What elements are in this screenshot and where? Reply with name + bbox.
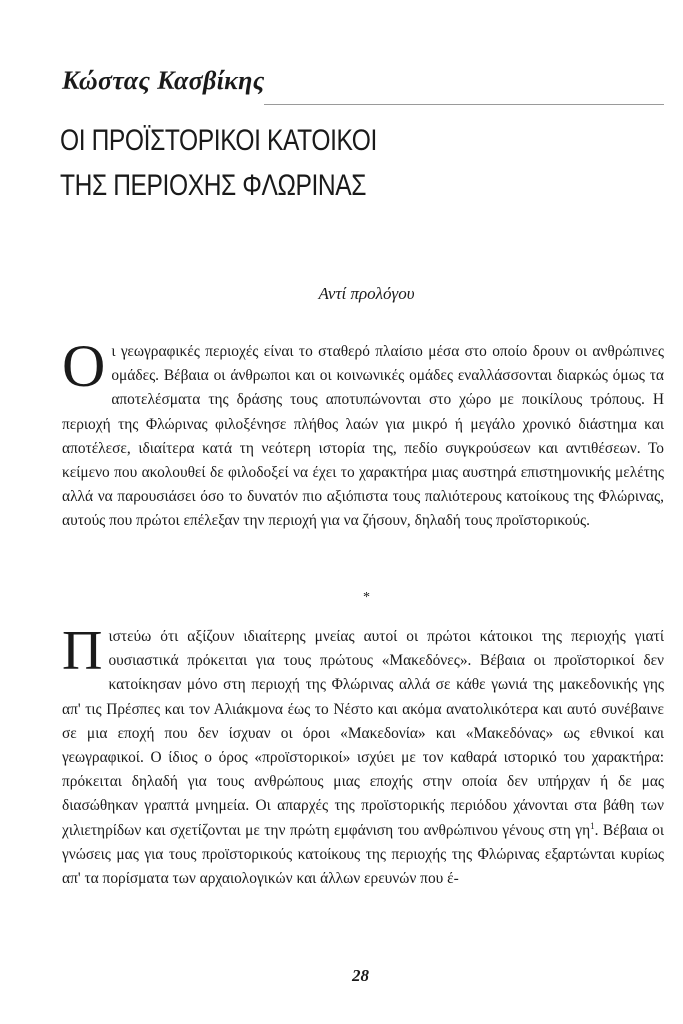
paragraph-1-text: ι γεωγραφικές περιοχές είναι το σταθερό πλαίσιο μέσα στο οποίο δρουν οι ανθρώπινες ομάδες. Βέβαια οι άνθρωποι και οι κοινωνικές ομάδες εναλλάσσονται διαρκώς όμως τα αποτελέσματα της δράσης τους αποτυπώνονται στο χώρο με ποικίλους τρόπους. Η περιοχή της Φλώρινας φιλοξένησε πλήθος λαών για μικρό ή μεγάλο χρονικό διάστημα και αποτέλεσε, ιδιαίτερα κατά τη νεότερη ιστορία της, πεδίο συγκρούσεων και αντιθέσεων. Το κείμενο που ακολουθεί δε φιλοδοξεί να έχει το χαρακτήρα μιας αυστηρά επιστημονικής μελέτης αλλά να παρουσιάσει όσο το δυνατόν πιο αξιόπιστα τους παλιότερους κατοίκους της Φλώρινας, αυτούς που πρώτοι επέλεξαν την περιοχή για να ζήσουν, δηλαδή τους προϊστορικούς. [62,343,664,530]
paragraph-2 [62,620,664,891]
footnote-reference[interactable]: 1 [590,820,595,831]
paragraph-2-text-continued: . Βέβαια οι γνώσεις μας για τους προϊστορικούς κατοίκους της περιοχής της Φλώρινας εξαρτώνται κυρίως απ' τα πορίσματα των αρχαιολογικών και άλλων ερευνών που έ- [62,821,664,888]
paragraph-2-text: ιστεύω ότι αξίζουν ιδιαίτερης μνείας αυτοί οι πρώτοι κάτοικοι της περιοχής γιατί ουσιαστικά πρόκειται για τους πρώτους «Μακεδόνες». Βέβαια οι προϊστορικοί δεν κατοίκησαν μόνο στη περιοχή της Φλώρινας αλλά σε κάθε γωνιά της μακεδονικής γης απ' τις Πρέσπες και τον Αλιάκμονα έως το Νέστο και ακόμα ανατολικότερα και αυτό συνέβαινε σε μια εποχή που δεν ίσχυαν οι όροι «Μακεδονία» και «Μακεδόνας» ως εθνικοί και γεωγραφικοί. Ο ίδιος ο όρος «προϊστορικοί» ισχύει με τον καθαρά ιστορικό του χαρακτήρα: πρόκειται δηλαδή για τους ανθρώπους μιας εποχής στην οποία δεν υπήρχαν ή δε μας διασώθηκαν γραπτά μνημεία. Οι απαρχές της προϊστορικής περιόδου χάνονται στα βάθη των χιλιετηρίδων και σχετίζονται με την πρώτη εμφάνιση του ανθρώπινου γένους στη γη [62,628,664,839]
header-rule [264,104,664,105]
title-line-1: ΟΙ ΠΡΟΪΣΤΟΡΙΚΟΙ ΚΑΤΟΙΚΟΙ [60,124,377,157]
drop-cap-2: Π [62,620,103,682]
section-separator: * [363,590,370,605]
section-subtitle: Αντί προλόγου [318,284,415,303]
page-number: 28 [352,966,369,985]
title-line-2: ΤΗΣ ΠΕΡΙΟΧΗΣ ΦΛΩΡΙΝΑΣ [60,169,367,202]
author-name: Κώστας Κασβίκης [62,66,265,95]
article-title [60,118,377,208]
drop-cap-1: Ο [62,333,106,399]
paragraph-1 [62,333,664,534]
